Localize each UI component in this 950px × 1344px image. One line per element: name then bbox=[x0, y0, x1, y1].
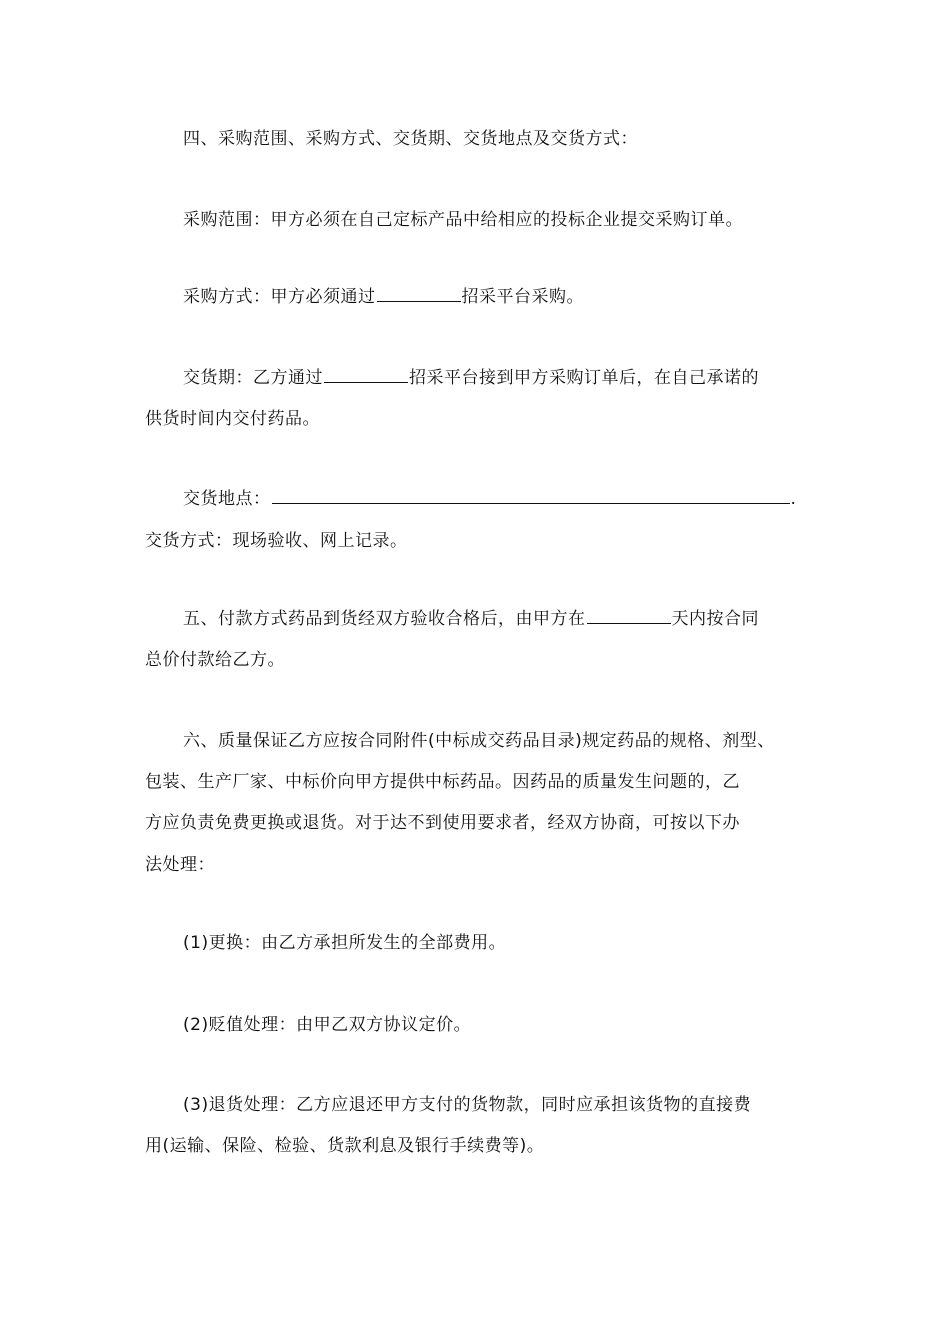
payment-days-blank bbox=[587, 607, 671, 624]
item-1-replacement: (1)更换：由乙方承担所发生的全部费用。 bbox=[183, 933, 507, 953]
delivery-place-label: 交货地点： bbox=[183, 489, 271, 509]
platform-blank bbox=[377, 285, 461, 302]
section-5-line-2: 总价付款给乙方。 bbox=[145, 650, 285, 670]
delivery-period-line-1 bbox=[183, 366, 759, 390]
item-2-depreciation: (2)贬值处理：由甲乙双方协议定价。 bbox=[183, 1015, 472, 1035]
delivery-place-end: . bbox=[790, 489, 797, 509]
delivery-period-text-a: 交货期：乙方通过 bbox=[183, 368, 323, 388]
delivery-period-text-b: 招采平台接到甲方采购订单后，在自己承诺的 bbox=[409, 368, 759, 388]
section-5-text-b: 天内按合同 bbox=[671, 609, 759, 629]
purchase-method-paragraph bbox=[183, 285, 584, 309]
purchase-method-text-a: 采购方式：甲方必须通过 bbox=[183, 287, 376, 307]
purchase-scope-paragraph: 采购范围：甲方必须在自己定标产品中给相应的投标企业提交采购订单。 bbox=[183, 210, 743, 230]
section-6-line-1: 六、质量保证乙方应按合同附件(中标成交药品目录)规定药品的规格、剂型、 bbox=[183, 731, 775, 751]
delivery-period-line-2: 供货时间内交付药品。 bbox=[145, 409, 320, 429]
section-6-line-2: 包装、生产厂家、中标价向甲方提供中标药品。因药品的质量发生问题的，乙 bbox=[145, 772, 740, 792]
purchase-method-text-b: 招采平台采购。 bbox=[461, 287, 584, 307]
delivery-manner-line: 交货方式：现场验收、网上记录。 bbox=[145, 531, 408, 551]
section-6-line-3: 方应负责免费更换或退货。对于达不到使用要求者，经双方协商，可按以下办 bbox=[145, 813, 740, 833]
delivery-place-line bbox=[183, 487, 796, 511]
delivery-place-blank bbox=[272, 487, 790, 504]
section-4-heading: 四、采购范围、采购方式、交货期、交货地点及交货方式： bbox=[183, 129, 638, 149]
section-5-line-1 bbox=[183, 607, 759, 631]
item-3-return-line-2: 用(运输、保险、检验、货款利息及银行手续费等)。 bbox=[145, 1136, 545, 1156]
platform-blank-2 bbox=[324, 366, 408, 383]
item-3-return-line-1: (3)退货处理：乙方应退还甲方支付的货物款，同时应承担该货物的直接费 bbox=[183, 1095, 752, 1115]
section-6-line-4: 法处理： bbox=[145, 855, 215, 875]
section-5-text-a: 五、付款方式药品到货经双方验收合格后，由甲方在 bbox=[183, 609, 586, 629]
